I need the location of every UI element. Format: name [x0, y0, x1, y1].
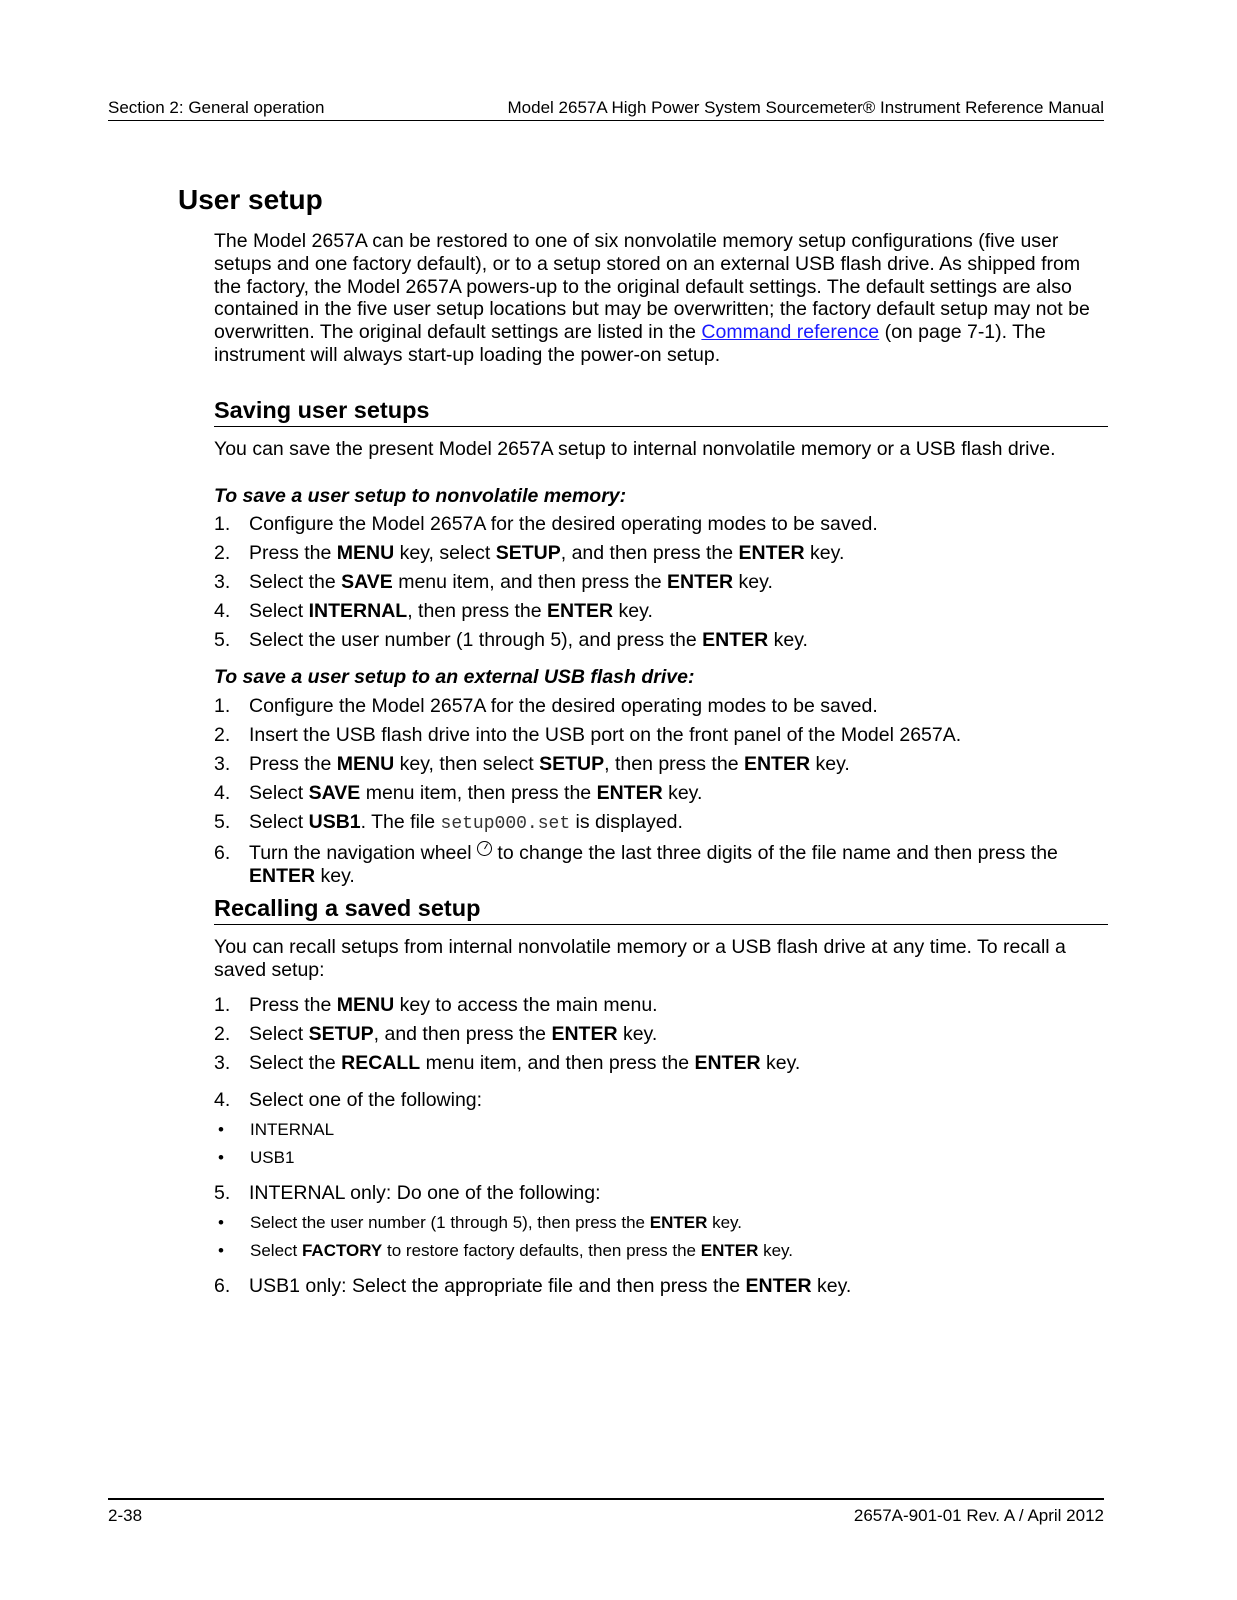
page-title: User setup — [178, 184, 323, 215]
saving-heading: Saving user setups — [214, 396, 1108, 427]
saving-description: You can save the present Model 2657A setup to internal nonvolatile memory or a USB flash drive. — [214, 437, 1056, 460]
page-footer — [108, 1498, 1104, 1525]
intro-paragraph: The Model 2657A can be restored to one of six nonvolatile memory setup configurations (five user setups and one factory default), or to a setup stored on an external USB flash drive. As shipped from the factory, the Model 2657A powers-up to the original default settings. The default settings are also contained in the five user setup locations but may be overwritten; the factory default setup may not be overwritten. The original default settings are listed in the Command reference (on page 7-1). The instrument will always start-up loading the power-on setup. — [214, 230, 1090, 366]
list-item: 4. Select SAVE menu item, then press the ENTER key. — [214, 782, 703, 805]
navigation-wheel-icon — [477, 841, 492, 856]
list-item: • Select FACTORY to restore factory defaults, then press the ENTER key. — [214, 1241, 1108, 1261]
steps-save-internal — [214, 513, 1108, 652]
list-item: 4. Select one of the following: — [214, 1088, 483, 1111]
list-item: 2. Press the MENU key, select SETUP, and then press the ENTER key. — [214, 542, 845, 565]
command-reference-link[interactable]: Command reference — [701, 321, 880, 344]
footer-document-number: 2657A-901-01 Rev. A / April 2012 — [853, 1506, 1104, 1525]
procedure-title-internal: To save a user setup to nonvolatile memory: — [214, 484, 627, 507]
recall-source-options — [214, 1120, 1108, 1168]
list-item: 2. Insert the USB flash drive into the USB port on the front panel of the Model 2657A. — [214, 724, 962, 747]
list-item: 5. Select the user number (1 through 5), and press the ENTER key. — [214, 629, 808, 652]
list-item: 2. Select SETUP, and then press the ENTER key. — [214, 1022, 658, 1045]
list-item: 6. Turn the navigation wheel to change the last three digits of the file name and then press the ENTER key. — [214, 842, 1058, 888]
steps-recall — [214, 994, 1108, 1112]
procedure-title-usb: To save a user setup to an external USB flash drive: — [214, 666, 695, 689]
list-item: • INTERNAL — [214, 1120, 1108, 1140]
list-item: 3. Select the RECALL menu item, and then press the ENTER key. — [214, 1051, 801, 1074]
list-item: 6. USB1 only: Select the appropriate file and then press the ENTER key. — [214, 1274, 852, 1297]
list-item: 1. Configure the Model 2657A for the desired operating modes to be saved. — [214, 513, 878, 536]
list-item: 5. Select USB1. The file setup000.set is displayed. — [214, 811, 683, 835]
steps-save-usb — [214, 695, 1108, 888]
header-manual-title: Model 2657A High Power System Sourcemeter® Instrument Reference Manual — [507, 98, 1104, 117]
recall-description: You can recall setups from internal nonvolatile memory or a USB flash drive at any time. To recall a saved setup: — [214, 936, 1066, 981]
list-item: 4. Select INTERNAL, then press the ENTER key. — [214, 600, 653, 623]
header-section: Section 2: General operation — [108, 98, 325, 117]
steps-recall-final — [214, 1275, 1108, 1298]
page-header — [108, 98, 1104, 121]
recall-internal-options — [214, 1213, 1108, 1261]
list-item: 3. Select the SAVE menu item, and then press the ENTER key. — [214, 571, 773, 594]
list-item: 5. INTERNAL only: Do one of the following: — [214, 1181, 601, 1204]
recall-heading: Recalling a saved setup — [214, 894, 1108, 925]
list-item: 1. Configure the Model 2657A for the desired operating modes to be saved. — [214, 695, 878, 718]
steps-recall-cont — [214, 1182, 1108, 1205]
footer-page-number: 2-38 — [108, 1506, 143, 1525]
filename-code: setup000.set — [440, 814, 571, 835]
list-item: 3. Press the MENU key, then select SETUP, then press the ENTER key. — [214, 753, 850, 776]
main-content — [214, 230, 1108, 1304]
list-item: • USB1 — [214, 1148, 1108, 1168]
list-item: 1. Press the MENU key to access the main menu. — [214, 993, 658, 1016]
list-item: • Select the user number (1 through 5), then press the ENTER key. — [214, 1213, 1108, 1233]
